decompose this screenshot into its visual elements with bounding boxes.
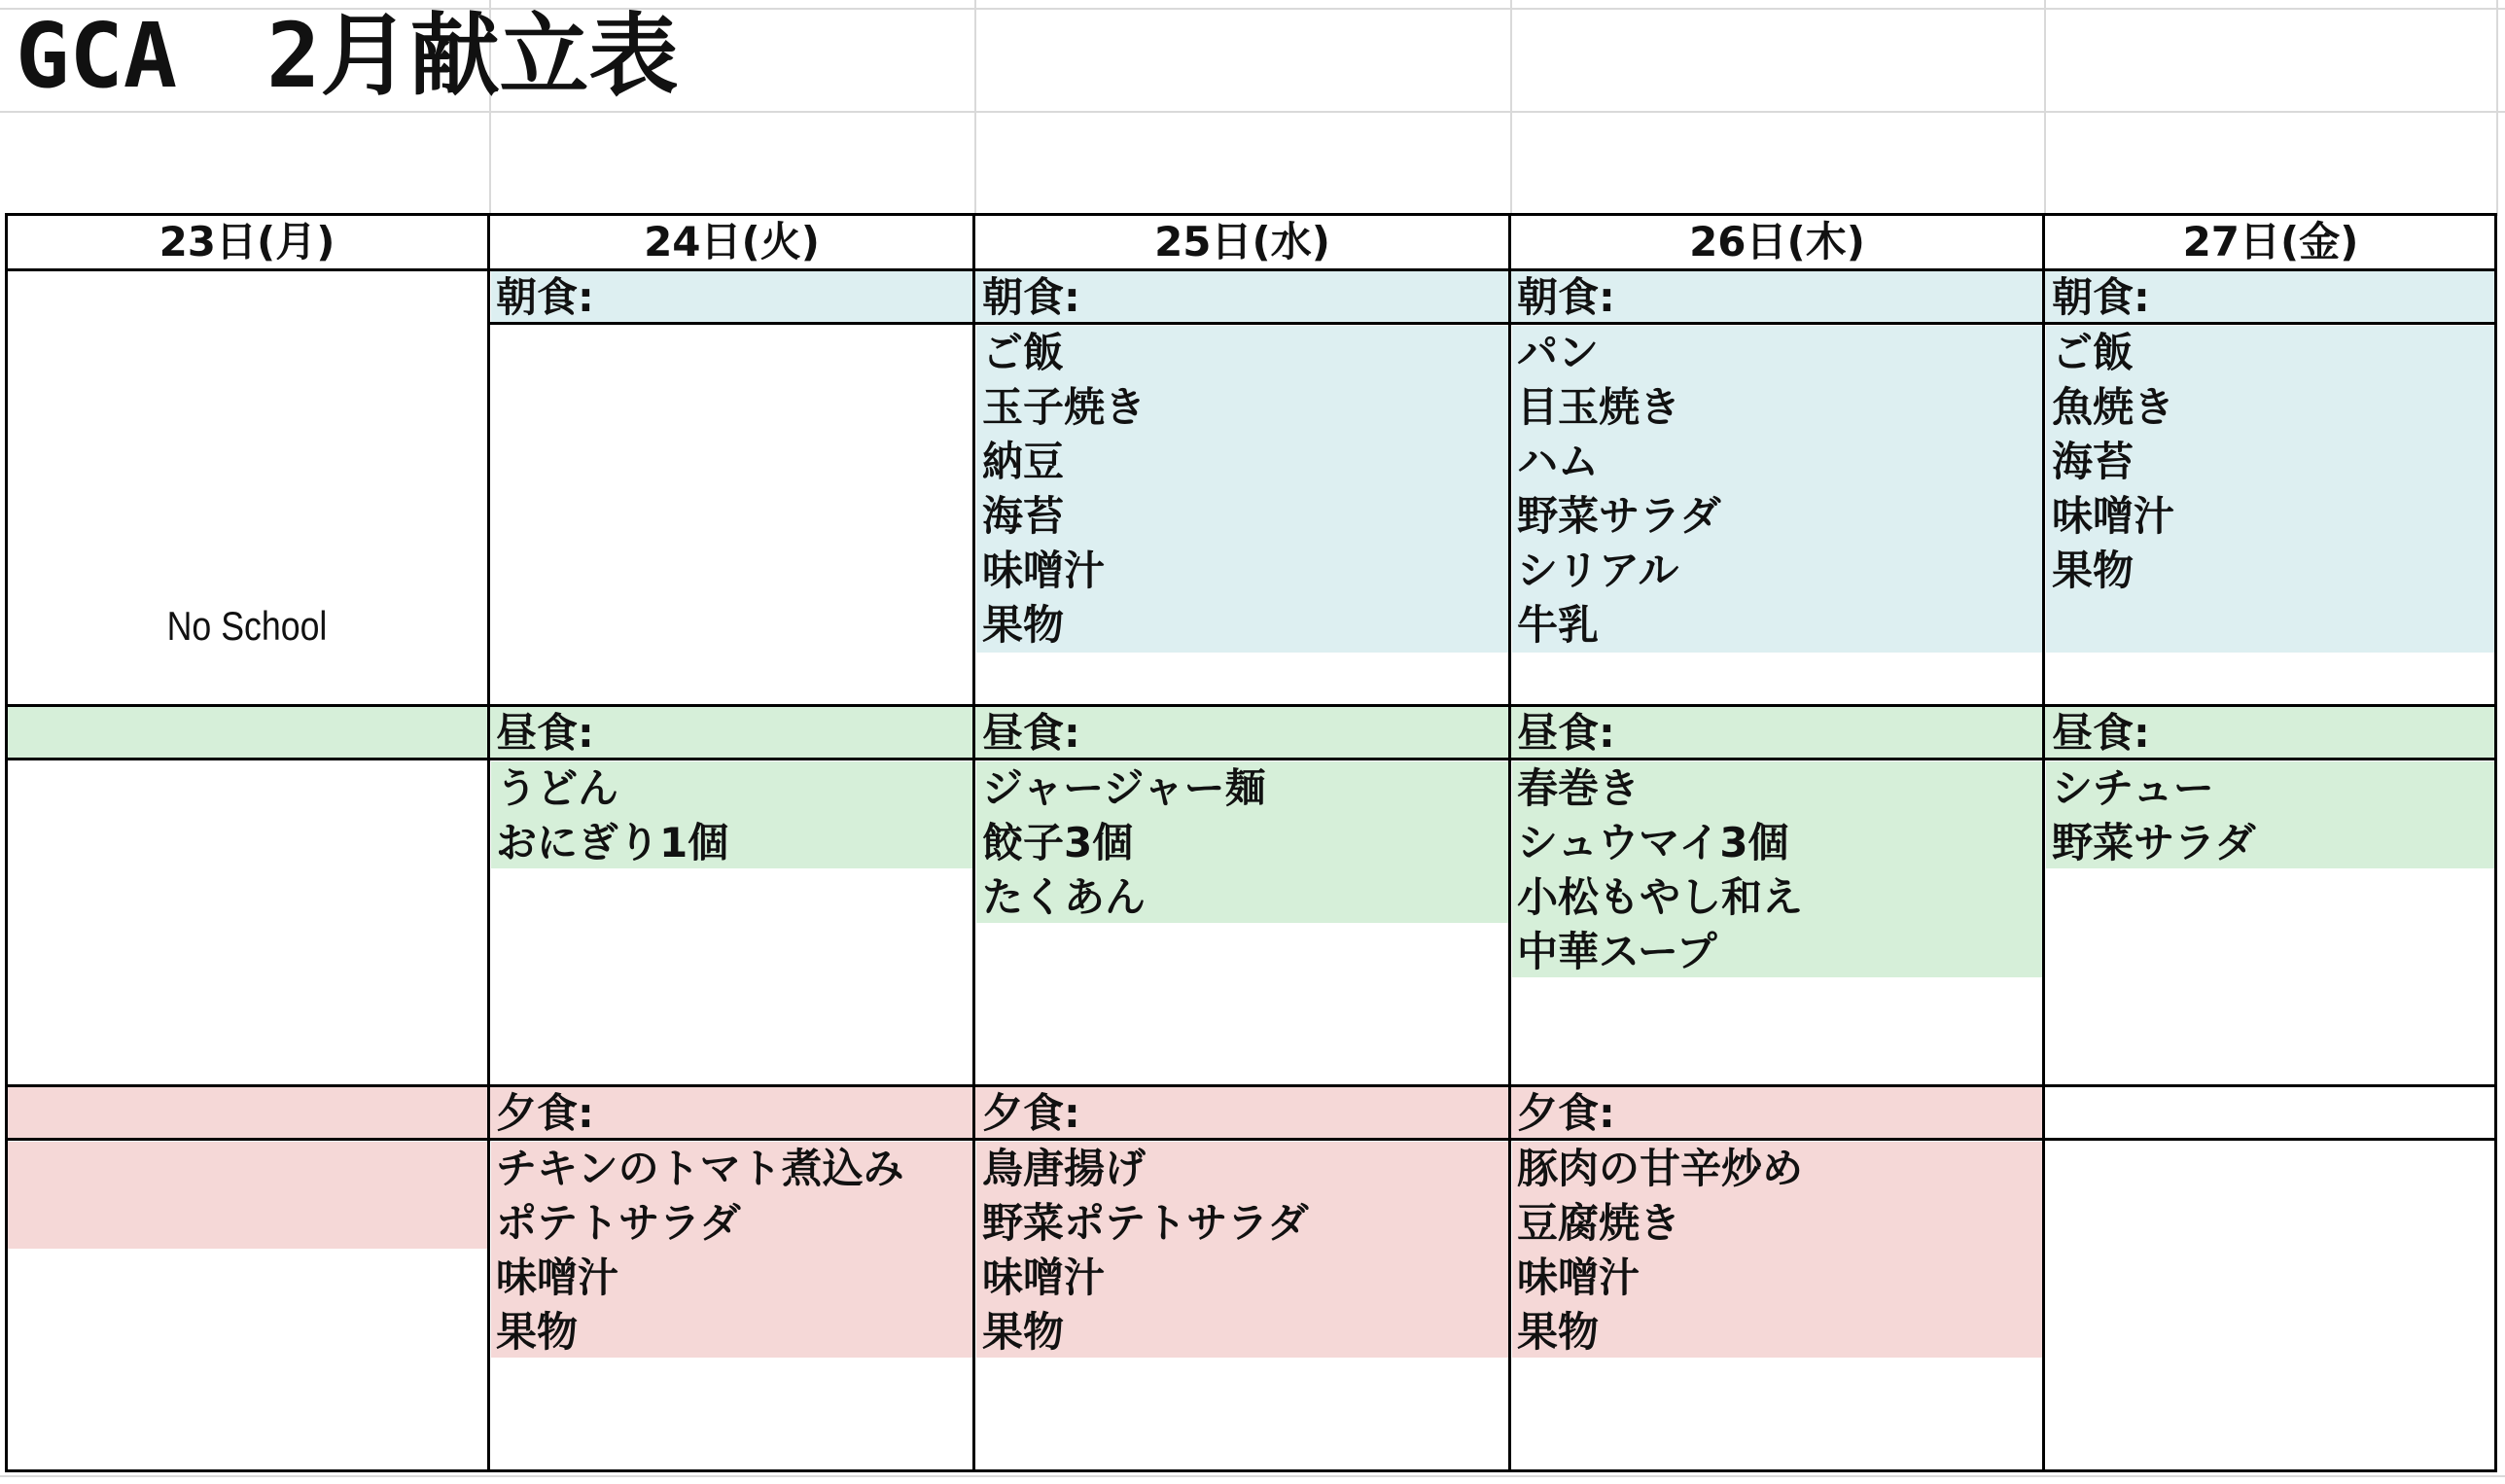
menu-item: ジャージャー麺 [982,764,1266,812]
border-right [2494,213,2497,1472]
menu-item: 果物 [2052,547,2135,594]
menu-item: 魚焼き [2052,383,2175,431]
no-school-label: No School [166,603,328,649]
menu-item: 味噌汁 [496,1254,619,1301]
menu-item: 果物 [496,1308,579,1356]
menu-item: 野菜サラダ [1517,492,1721,540]
menu-item: 餃子3個 [982,819,1134,866]
day-header-thu: 26日(木) [1689,218,1865,265]
breakfast-label-tue: 朝食: [496,273,594,321]
gridline [0,1475,2505,1477]
breakfast-list-fri [2052,326,2174,598]
menu-item: 海苔 [982,492,1065,540]
breakfast-list-wed [982,326,1146,653]
menu-item: 中華スープ [1517,928,1717,975]
lunch-list-fri [2052,761,2256,870]
menu-item: おにぎり1個 [496,819,729,866]
lunch-label-fri: 昼食: [2052,709,2150,757]
lunch-list-tue [496,761,728,870]
lunch-list-wed [982,761,1265,925]
menu-item: シリアル [1517,547,1679,594]
breakfast-label-fri: 朝食: [2052,273,2150,321]
border-col [1508,213,1511,1472]
menu-item: 豚肉の甘辛炒め [1517,1145,1804,1192]
border-dinner-label [5,1138,2497,1141]
day-header-mon: 23日(月) [159,218,335,265]
menu-item: 野菜サラダ [2052,819,2256,866]
dinner-list-thu [1517,1142,1803,1360]
dinner-label-wed: 夕食: [982,1089,1080,1137]
lunch-label-thu: 昼食: [1517,709,1615,757]
day-header-tue: 24日(火) [644,218,820,265]
gridline [0,111,2505,113]
menu-item: 味噌汁 [982,1254,1106,1301]
menu-item: 果物 [982,1308,1065,1356]
menu-item: ご飯 [982,329,1065,376]
menu-item: 海苔 [2052,438,2135,485]
menu-item: うどん [496,764,619,812]
gridline [974,0,976,216]
dinner-label-tue: 夕食: [496,1089,594,1137]
menu-item: ポテトサラダ [496,1199,741,1247]
menu-item: 味噌汁 [1517,1254,1641,1301]
menu-item: ご飯 [2052,329,2135,376]
menu-item: ハム [1517,438,1600,485]
border-dinner-top [5,1084,2497,1087]
lunch-label-tue: 昼食: [496,709,594,757]
lunch-list-thu [1517,761,1803,979]
gridline [1510,0,1512,216]
menu-item: 味噌汁 [2052,492,2175,540]
dinner-list-wed [982,1142,1309,1360]
border-bottom [5,1469,2497,1472]
menu-item: 納豆 [982,438,1065,485]
page-title: GCA 2月献立表 [16,4,679,108]
breakfast-label-wed: 朝食: [982,273,1080,321]
menu-item: たくあん [982,873,1147,921]
menu-item: シュウマイ3個 [1517,819,1789,866]
menu-item: 鳥唐揚げ [982,1145,1147,1192]
gridline [2044,0,2046,216]
menu-item: 果物 [1517,1308,1600,1356]
breakfast-label-fill [491,271,2495,324]
border-col [487,213,490,1472]
lunch-label-wed: 昼食: [982,709,1080,757]
border-breakfast-label [489,322,2497,325]
menu-item: チキンのトマト煮込み [496,1145,904,1192]
menu-item: シチュー [2052,764,2214,812]
menu-item: 豆腐焼き [1517,1199,1681,1247]
gridline [2496,0,2498,216]
menu-item: 牛乳 [1517,601,1600,649]
breakfast-label-thu: 朝食: [1517,273,1615,321]
menu-item: 目玉焼き [1517,383,1681,431]
border-col [2042,213,2045,1472]
border-col [972,213,975,1472]
dinner-fill-mon [7,1142,487,1249]
day-header-fri: 27日(金) [2182,218,2359,265]
dinner-list-tue [496,1142,904,1360]
menu-item: 味噌汁 [982,547,1106,594]
menu-item: 玉子焼き [982,383,1147,431]
menu-item: 果物 [982,601,1065,649]
border-left [5,213,8,1472]
menu-item: 小松もやし和え [1517,873,1804,921]
dinner-label-thu: 夕食: [1517,1089,1615,1137]
menu-item: 春巻き [1517,764,1641,812]
menu-item: 野菜ポテトサラダ [982,1199,1309,1247]
breakfast-list-thu [1517,326,1721,653]
day-header-wed: 25日(水) [1154,218,1330,265]
menu-item: パン [1517,329,1600,376]
